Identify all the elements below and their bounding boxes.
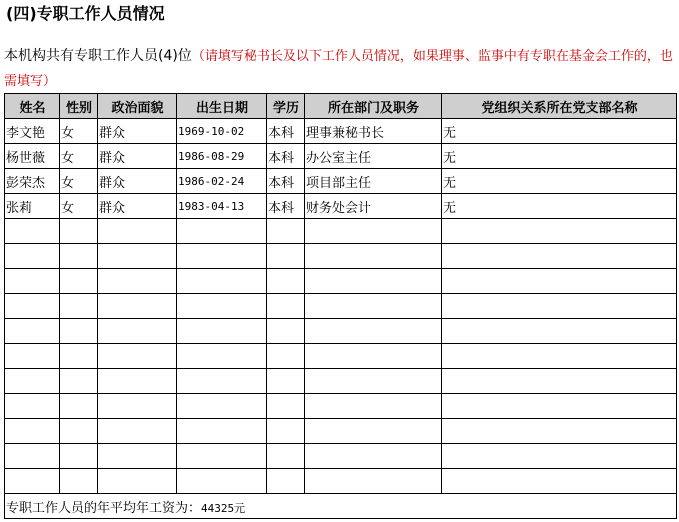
cell-name [5,319,60,344]
cell-department-position [305,219,442,244]
cell-education [267,419,305,444]
cell-party-branch [442,319,677,344]
cell-political-status [98,344,177,369]
cell-name [5,469,60,494]
cell-department-position [305,369,442,394]
cell-name [5,419,60,444]
header-name: 姓名 [5,94,60,119]
cell-name [5,369,60,394]
cell-department-position: 理事兼秘书长 [305,119,442,144]
cell-name: 张莉 [5,194,60,219]
cell-birth-date [177,269,267,294]
cell-birth-date: 1986-08-29 [177,144,267,169]
cell-political-status [98,219,177,244]
cell-name: 彭荣杰 [5,169,60,194]
cell-education [267,444,305,469]
salary-label: 专职工作人员的年平均年工资为： [6,500,202,516]
header-row [5,94,677,119]
cell-party-branch: 无 [442,194,677,219]
cell-name [5,344,60,369]
cell-gender [60,219,98,244]
cell-education [267,294,305,319]
header-party-branch: 党组织关系所在党支部名称 [442,94,677,119]
cell-birth-date [177,219,267,244]
cell-political-status [98,244,177,269]
cell-department-position [305,444,442,469]
cell-political-status [98,369,177,394]
cell-education [267,344,305,369]
header-birth-date: 出生日期 [177,94,267,119]
table-row [5,369,677,394]
cell-political-status: 群众 [98,194,177,219]
cell-birth-date [177,469,267,494]
salary-footer-cell [5,494,677,519]
cell-birth-date [177,244,267,269]
cell-department-position [305,419,442,444]
cell-department-position [305,469,442,494]
cell-department-position: 财务处会计 [305,194,442,219]
table-row [5,319,677,344]
cell-name [5,294,60,319]
cell-party-branch [442,444,677,469]
cell-gender [60,394,98,419]
cell-political-status: 群众 [98,119,177,144]
cell-birth-date: 1969-10-02 [177,119,267,144]
cell-birth-date [177,344,267,369]
staff-table-body [5,119,677,494]
cell-party-branch [442,269,677,294]
cell-birth-date [177,369,267,394]
cell-political-status [98,294,177,319]
cell-party-branch [442,294,677,319]
cell-gender: 女 [60,169,98,194]
table-row [5,394,677,419]
cell-department-position [305,319,442,344]
table-row [5,469,677,494]
header-political-status: 政治面貌 [98,94,177,119]
cell-birth-date [177,319,267,344]
cell-gender [60,369,98,394]
cell-party-branch [442,394,677,419]
header-department-position: 所在部门及职务 [305,94,442,119]
cell-birth-date [177,444,267,469]
cell-political-status [98,469,177,494]
cell-birth-date [177,394,267,419]
cell-name [5,244,60,269]
cell-party-branch [442,469,677,494]
header-gender: 性别 [60,94,98,119]
cell-party-branch: 无 [442,144,677,169]
cell-education [267,469,305,494]
cell-education: 本科 [267,169,305,194]
cell-education [267,394,305,419]
table-row [5,269,677,294]
cell-education [267,369,305,394]
salary-amount: 44325元 [201,501,246,515]
cell-political-status [98,319,177,344]
cell-education: 本科 [267,119,305,144]
cell-education: 本科 [267,194,305,219]
cell-gender: 女 [60,194,98,219]
cell-name [5,394,60,419]
staff-count: 4 [163,48,173,64]
cell-political-status [98,419,177,444]
cell-department-position [305,244,442,269]
header-education: 学历 [267,94,305,119]
cell-gender [60,319,98,344]
cell-department-position [305,394,442,419]
cell-department-position [305,344,442,369]
cell-political-status: 群众 [98,169,177,194]
intro-note: （请填写秘书长及以下工作人员情况，如果理事、监事中有专职在基金会工作的，也需填写） [4,49,673,89]
cell-education [267,219,305,244]
cell-education [267,319,305,344]
cell-political-status [98,444,177,469]
cell-birth-date [177,419,267,444]
cell-education [267,244,305,269]
cell-education: 本科 [267,144,305,169]
intro-text-before: 本机构共有专职工作人员( [4,48,164,64]
cell-political-status: 群众 [98,144,177,169]
cell-gender: 女 [60,144,98,169]
table-row [5,419,677,444]
cell-party-branch [442,219,677,244]
cell-gender [60,469,98,494]
cell-education [267,269,305,294]
cell-party-branch [442,244,677,269]
cell-gender [60,244,98,269]
intro-paragraph [4,44,676,94]
cell-gender [60,344,98,369]
cell-party-branch [442,369,677,394]
table-row [5,344,677,369]
cell-department-position [305,294,442,319]
cell-party-branch [442,419,677,444]
table-row [5,219,677,244]
table-row [5,244,677,269]
table-row [5,119,677,144]
cell-department-position [305,269,442,294]
intro-text-after: )位 [172,48,192,64]
section-title: (四)专职工作人员情况 [6,4,165,23]
table-row [5,294,677,319]
cell-name [5,444,60,469]
cell-party-branch: 无 [442,169,677,194]
cell-birth-date: 1986-02-24 [177,169,267,194]
cell-name: 杨世薇 [5,144,60,169]
cell-department-position: 办公室主任 [305,144,442,169]
cell-party-branch: 无 [442,119,677,144]
cell-birth-date [177,294,267,319]
table-row [5,444,677,469]
table-row [5,169,677,194]
cell-name [5,219,60,244]
cell-political-status [98,269,177,294]
salary-footer-row [5,494,677,519]
cell-name: 李文艳 [5,119,60,144]
staff-table [4,93,677,519]
table-row [5,194,677,219]
cell-birth-date: 1983-04-13 [177,194,267,219]
cell-name [5,269,60,294]
cell-gender [60,294,98,319]
cell-political-status [98,394,177,419]
table-row [5,144,677,169]
cell-party-branch [442,344,677,369]
cell-gender [60,419,98,444]
cell-gender: 女 [60,119,98,144]
cell-gender [60,444,98,469]
cell-department-position: 项目部主任 [305,169,442,194]
cell-gender [60,269,98,294]
